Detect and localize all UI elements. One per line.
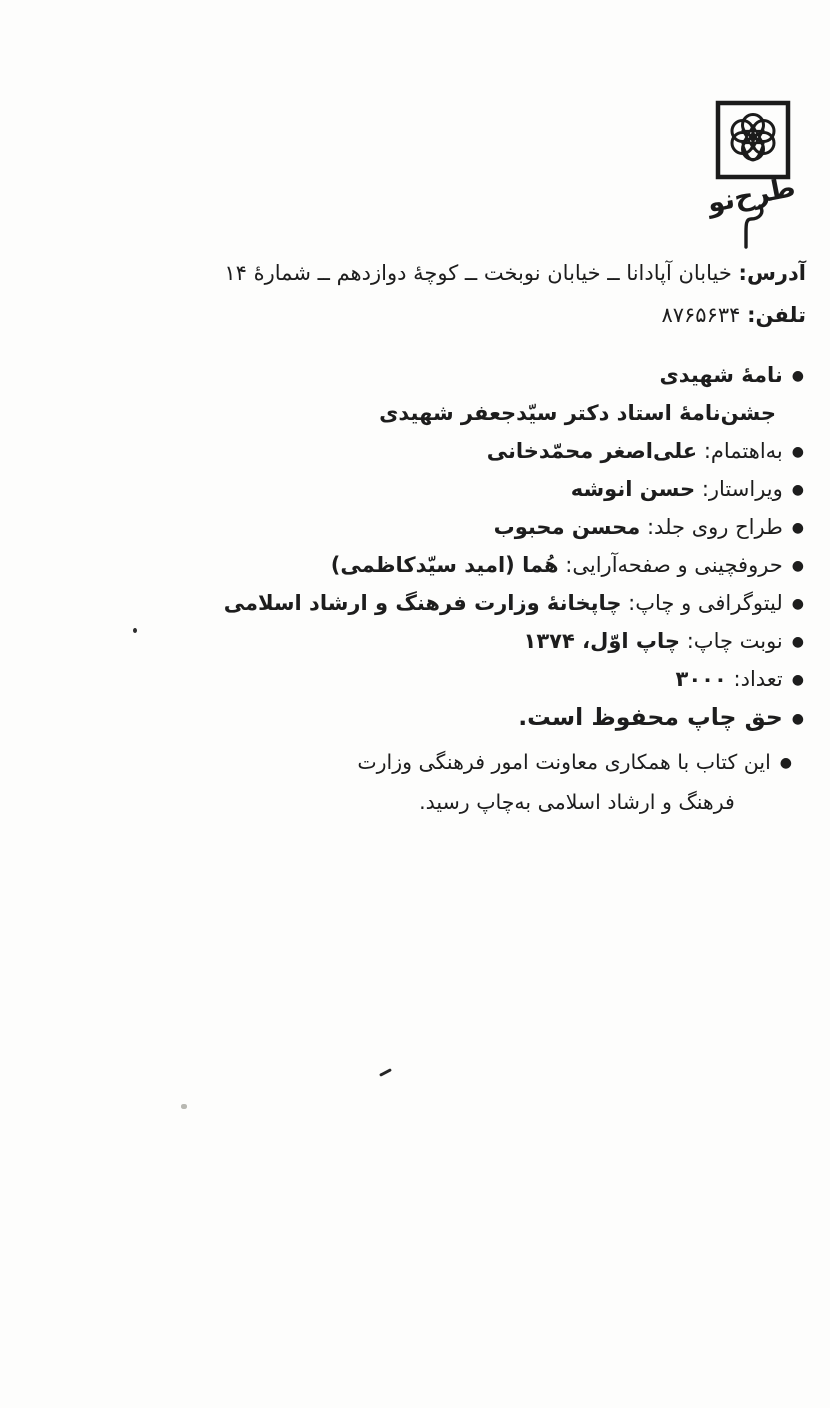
bullet-icon: ●: [791, 634, 804, 650]
colophon-item-label: ویراستار:: [701, 477, 783, 501]
colophon-item-value: نامهٔ شهیدی: [659, 363, 783, 387]
colophon-item-value: حسن انوشه: [570, 477, 696, 501]
note-line: [354, 743, 792, 783]
address-label: آدرس:: [738, 261, 806, 285]
colophon-list: [224, 356, 804, 736]
bullet-icon: ●: [791, 520, 804, 536]
colophon-item: [224, 508, 804, 546]
colophon-item-value: چاپخانهٔ وزارت فرهنگ و ارشاد اسلامی: [223, 591, 622, 615]
publisher-name-text: طرح‌نو: [704, 171, 798, 220]
ink-speck: [181, 1104, 187, 1109]
colophon-item-label: لیتوگرافی و چاپ:: [628, 591, 783, 615]
note-block: [354, 743, 792, 822]
address-block: [224, 252, 806, 336]
colophon-item: [224, 584, 804, 622]
colophon-item-label: طراح روی جلد:: [646, 515, 783, 539]
phone-line: [224, 294, 806, 336]
note-text-1: این کتاب با همکاری معاونت امور فرهنگی وزارت: [357, 750, 771, 774]
colophon-item-value: چاپ اوّل، ۱۳۷۴: [523, 629, 681, 653]
bullet-icon: ●: [791, 444, 804, 460]
colophon-item: [224, 394, 804, 432]
colophon-item-label: حروفچینی و صفحه‌آرایی:: [565, 553, 783, 577]
colophon-item: [224, 546, 804, 584]
colophon-item-label: به‌اهتمام:: [703, 439, 783, 463]
bullet-icon: ●: [791, 672, 804, 688]
address-line: [224, 252, 806, 294]
colophon-item-value: هُما (امید سیّدکاظمی): [330, 553, 559, 577]
colophon-item-value: علی‌اصغر محمّدخانی: [486, 439, 698, 463]
bullet-icon: ●: [791, 596, 804, 612]
colophon-item: [224, 698, 804, 736]
phone-label: تلفن:: [747, 303, 806, 327]
ink-speck: [133, 628, 137, 633]
logo-rosette: [732, 115, 774, 161]
colophon-item-value: ۳۰۰۰: [675, 667, 727, 691]
bullet-icon: ●: [791, 558, 804, 574]
calligraphy-swash: [746, 206, 762, 247]
tarh-e-no-emblem-icon: [701, 94, 805, 252]
colophon-item: [224, 660, 804, 698]
colophon-item: [224, 622, 804, 660]
publisher-logo: [701, 94, 805, 252]
bullet-icon: ●: [779, 755, 792, 771]
note-text-2: فرهنگ و ارشاد اسلامی به‌چاپ رسید.: [419, 790, 735, 814]
address-value: خیابان آپادانا ــ خیابان نوبخت ــ کوچهٔ دوازدهم ــ شمارهٔ ۱۴: [224, 261, 732, 285]
bullet-icon: ●: [791, 482, 804, 498]
phone-value: ۸۷۶۵۶۳۴: [661, 303, 741, 327]
ink-speck: [379, 1068, 392, 1077]
colophon-item: [224, 432, 804, 470]
colophon-item-value: جشن‌نامهٔ استاد دکتر سیّدجعفر شهیدی: [379, 401, 776, 425]
bullet-icon: ●: [791, 711, 804, 727]
colophon-item-label: نوبت چاپ:: [686, 629, 783, 653]
colophon-item-label: تعداد:: [733, 667, 783, 691]
colophon-item-value: حق چاپ محفوظ است.: [518, 703, 783, 731]
colophon-item: [224, 356, 804, 394]
colophon-item-value: محسن محبوب: [493, 515, 641, 539]
logo-calligraphy: [703, 172, 798, 247]
colophon-item: [224, 470, 804, 508]
bullet-icon: ●: [791, 368, 804, 384]
